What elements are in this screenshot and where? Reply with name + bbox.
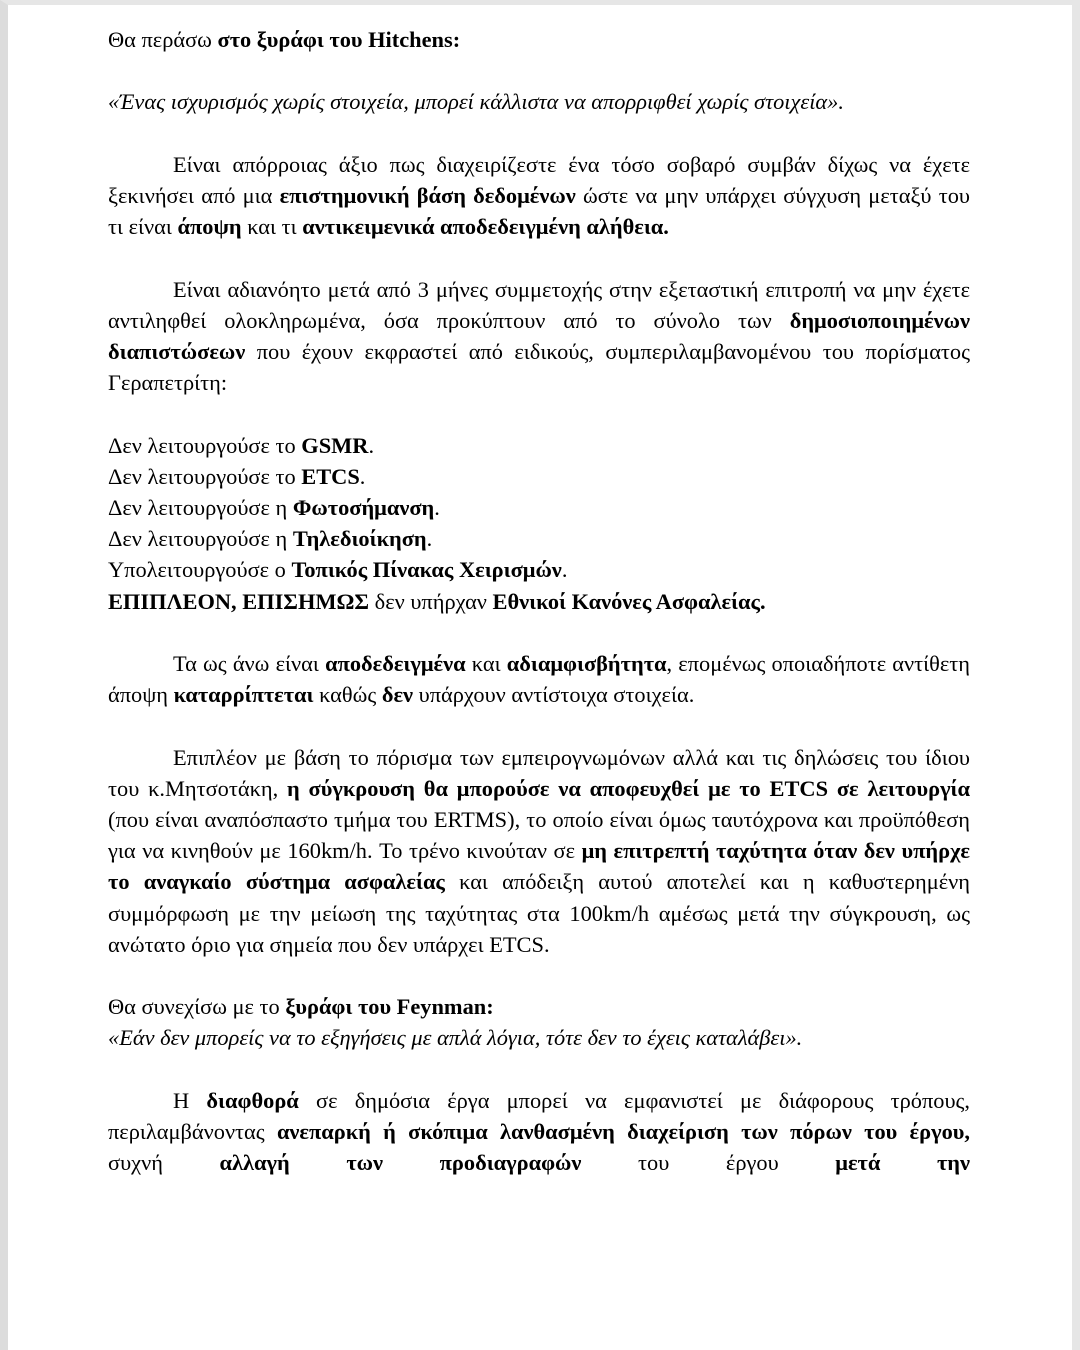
list-item: Δεν λειτουργούσε η Φωτοσήμανση.: [108, 494, 440, 520]
hitchens-quote: «Ένας ισχυρισμός χωρίς στοιχεία, μπορεί κάλλιστα να απορριφθεί χωρίς στοιχεία».: [108, 89, 844, 115]
paragraph-scientific-basis: Είναι απόρροιας άξιο πως διαχειρίζεστε ένα τόσο σοβαρό συμβάν δίχως να έχετε ξεκινήσει από μια επιστημονική βάση δεδομένων ώστε να μην υπάρχει σύγχυση μεταξύ του τι είναι άποψη και τι αντικειμενικά αποδεδειγμένη αλήθεια.: [108, 151, 970, 240]
feynman-razor-label: ξυράφι του Feynman:: [285, 994, 494, 1020]
paragraph-corruption: Η διαφθορά σε δημόσια έργα μπορεί να εμφανιστεί με διάφορους τρόπους, περιλαμβάνοντας ανεπαρκή ή σκόπιμα λανθασμένη διαχείριση των πόρων του έργου, συχνή αλλαγή των προδιαγραφών του έργου μετά την: [108, 1087, 971, 1176]
hitchens-intro: Θα περάσω στο ξυράφι του Hitchens:: [108, 27, 461, 52]
list-item: Δεν λειτουργούσε το ETCS.: [108, 463, 366, 489]
hitchens-razor-label: στο ξυράφι του Hitchens:: [217, 27, 461, 52]
feynman-quote: «Εάν δεν μπορείς να το εξηγήσεις με απλά λόγια, τότε δεν το έχεις καταλάβει».: [108, 1025, 803, 1051]
list-item-additional: ΕΠΙΠΛΕΟΝ, ΕΠΙΣΗΜΩΣ δεν υπήρχαν Εθνικοί Κανόνες Ασφαλείας.: [108, 588, 766, 614]
document-page: [108, 24, 970, 1178]
list-item: Δεν λειτουργούσε το GSMR.: [108, 432, 375, 458]
feynman-intro: Θα συνεχίσω με το ξυράφι του Feynman:: [108, 994, 494, 1020]
list-item: Υπολειτουργούσε ο Τοπικός Πίνακας Χειρισμών.: [108, 557, 568, 583]
failures-list: [108, 430, 970, 617]
paragraph-committee-findings: Είναι αδιανόητο μετά από 3 μήνες συμμετοχής στην εξεταστική επιτροπή να μην έχετε αντιληφθεί ολοκληρωμένα, όσα προκύπτουν από το σύνολο των δημοσιοποιημένων διαπιστώσεων που έχουν εκφραστεί από ειδικούς, συμπεριλαμβανομένου του πορίσματος Γεραπετρίτη:: [108, 276, 970, 396]
paragraph-etcs: Επιπλέον με βάση το πόρισμα των εμπειρογνωμόνων αλλά και τις δηλώσεις του ίδιου του κ.Μητσοτάκη, η σύγκρουση θα μπορούσε να αποφευχθεί με το ETCS σε λειτουργία (που είναι αναπόσπαστο τμήμα του ERTMS), το οποίο είναι όμως ταυτόχρονα και προϋπόθεση για να κινηθούν με 160km/h. Το τρένο κινούταν σε μη επιτρεπτή ταχύτητα όταν δεν υπήρχε το αναγκαίο σύστημα ασφαλείας και απόδειξη αυτού αποτελεί και η καθυστερημένη συμμόρφωση με την μείωση της ταχύτητας στα 100km/h αμέσως μετά την σύγκρουση, ως ανώτατο όριο για σημεία που δεν υπάρχει ETCS.: [108, 744, 970, 957]
paragraph-proven: Τα ως άνω είναι αποδεδειγμένα και αδιαμφισβήτητα, επομένως οποιαδήποτε αντίθετη άποψη καταρρίπτεται καθώς δεν υπάρχουν αντίστοιχα στοιχεία.: [108, 650, 970, 708]
list-item: Δεν λειτουργούσε η Τηλεδιοίκηση.: [108, 526, 433, 552]
